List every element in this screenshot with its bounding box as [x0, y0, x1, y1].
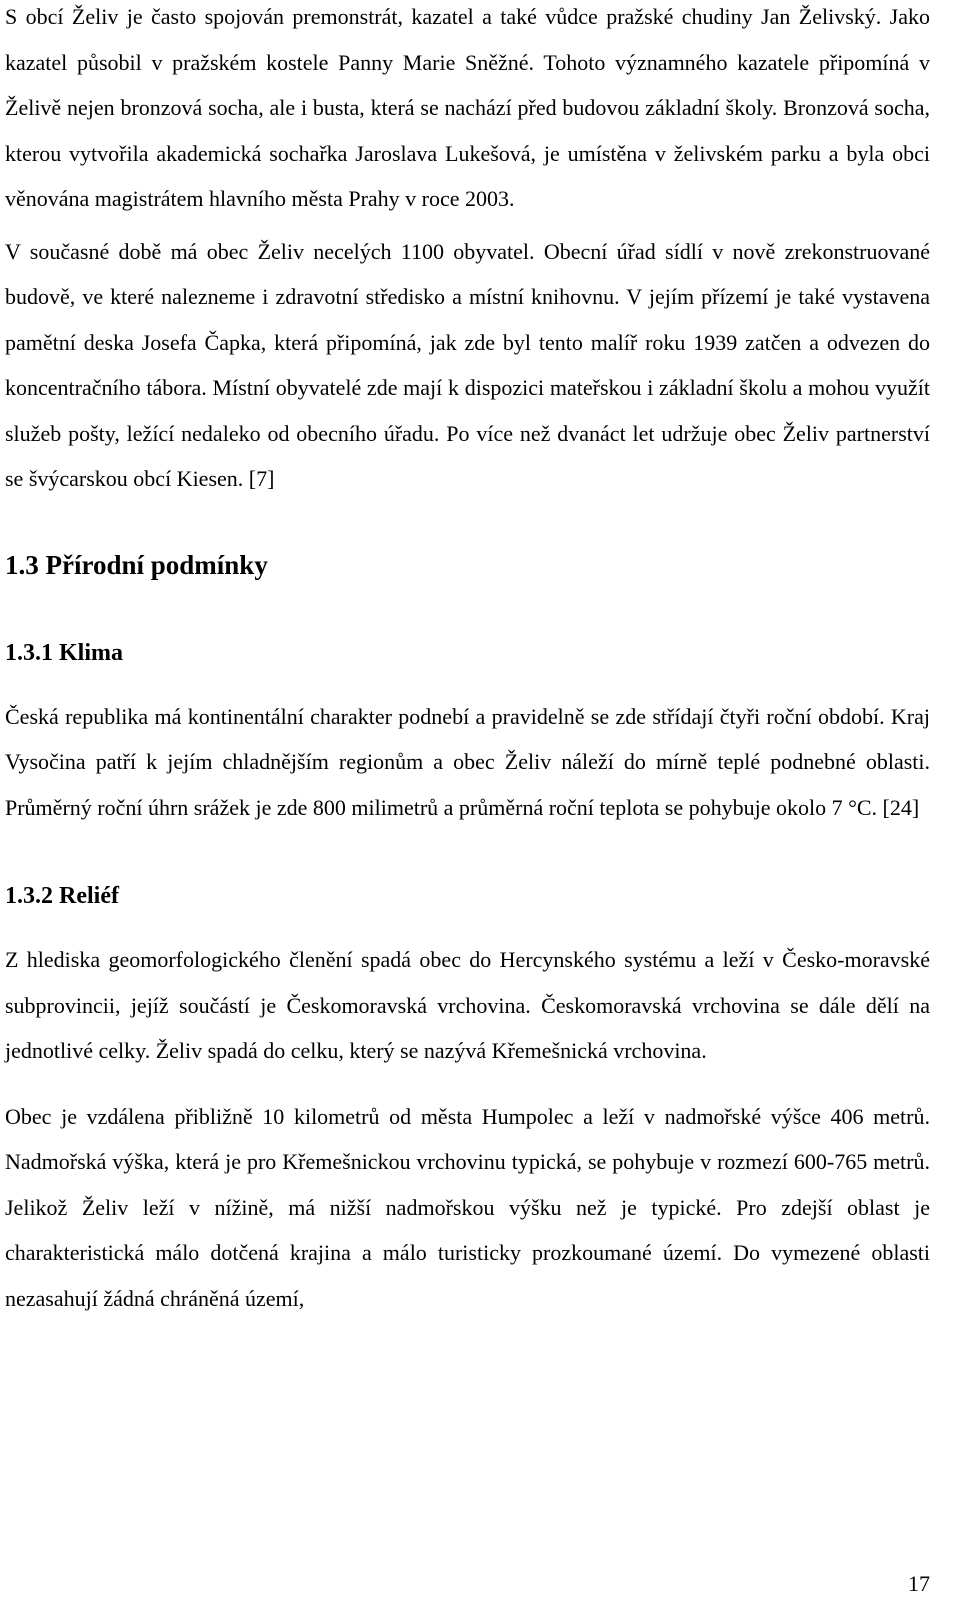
paragraph-zeliv-present: V současné době má obec Želiv necelých 1100 obyvatel. Obecní úřad sídlí v nově zrekonstruované budově, ve které nalezneme i zdravotní středisko a místní knihovnu. V jejím přízemí je také vystavena pamětní deska Josefa Čapka, která připomíná, jak zde byl tento malíř roku 1939 zatčen a odvezen do koncentračního tábora. Místní obyvatelé zde mají k dispozici mateřskou i základní školu a mohou využít služeb pošty, ležící nedaleko od obecního úřadu. Po více než dvanáct let udržuje obec Želiv partnerství se švýcarskou obcí Kiesen. [7] — [5, 238, 930, 491]
subsection-heading-climate: 1.3.1 Klima — [5, 639, 123, 666]
paragraph-relief-altitude: Obec je vzdálena přibližně 10 kilometrů od města Humpolec a leží v nadmořské výšce 406 metrů. Nadmořská výška, která je pro Křemešnickou vrchovinu typická, se pohybuje v rozmezí 600-765 metrů. Jelikož Želiv leží v nížině, má nižší nadmořskou výšku než je typické. Pro zdejší oblast je charakteristická málo dotčená krajina a málo turisticky prozkoumané území. Do vymezené oblasti nezasahují žádná chráněná území, — [5, 1103, 930, 1311]
section-heading-natural-conditions: 1.3 Přírodní podmínky — [5, 549, 268, 580]
paragraph-climate: Česká republika má kontinentální charakter podnebí a pravidelně se zde střídají čtyři roční období. Kraj Vysočina patří k jejím chladnějším regionům a obec Želiv náleží do mírně teplé podnebné oblasti. Průměrný roční úhrn srážek je zde 800 milimetrů a průměrná roční teplota se pohybuje okolo 7 °C. [24] — [5, 703, 930, 820]
page-number: 17 — [908, 1571, 930, 1596]
paragraph-relief-geomorphology: Z hlediska geomorfologického členění spadá obec do Hercynského systému a leží v Česko-moravské subprovincii, jejíž součástí je Českomoravská vrchovina. Českomoravská vrchovina se dále dělí na jednotlivé celky. Želiv spadá do celku, který se nazývá Křemešnická vrchovina. — [5, 947, 930, 1063]
subsection-heading-relief: 1.3.2 Reliéf — [5, 883, 119, 909]
document-page — [5, 0, 930, 1321]
paragraph-zeliv-history: S obcí Želiv je často spojován premonstrát, kazatel a také vůdce pražské chudiny Jan Želivský. Jako kazatel působil v pražském kostele Panny Marie Sněžné. Tohoto významného kazatele připomíná v Želivě nejen bronzová socha, ale i busta, která se nachází před budovou základní školy. Bronzová socha, kterou vytvořila akademická sochařka Jaroslava Lukešová, je umístěna v želivském parku a byla obci věnována magistrátem hlavního města Prahy v roce 2003. — [5, 4, 930, 211]
